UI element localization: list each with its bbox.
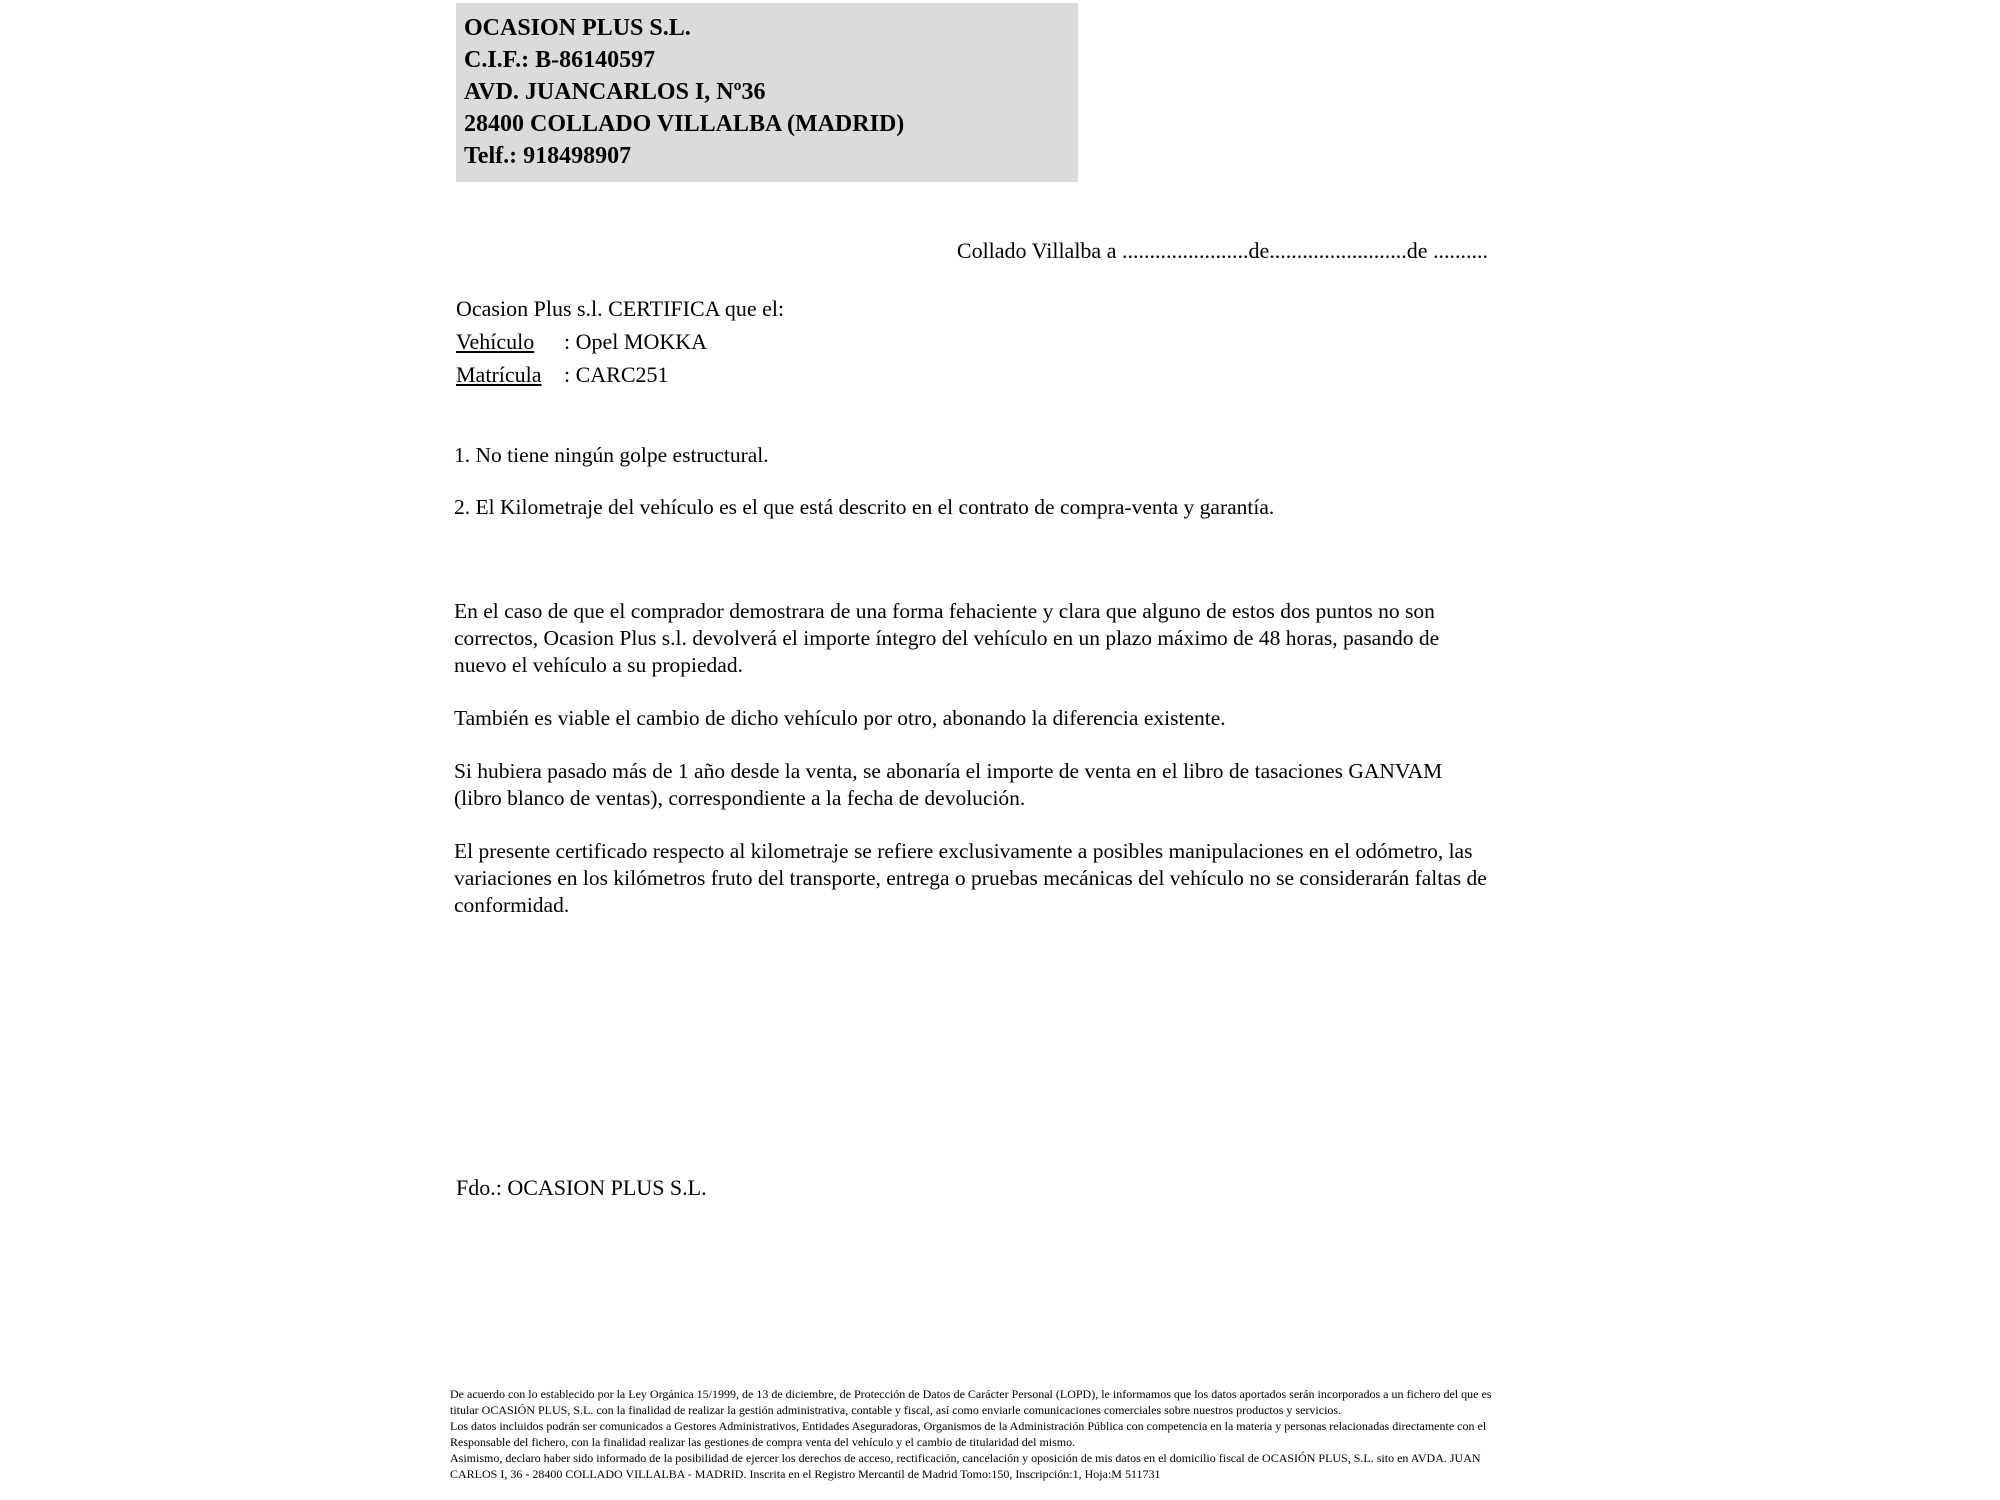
body-paragraphs [454, 598, 1490, 945]
footer-paragraph-data-sharing: Los datos incluidos podrán ser comunicados a Gestores Administrativos, Entidades Aseguradoras, Organismos de la Administración Pública con competencia en la materia y personas relacionadas directamente con el Responsable del fichero, con la finalidad realizar las gestiones de compra venta del vehículo y el cambio de titularidad del mismo. [450, 1419, 1487, 1449]
certify-intro: Ocasion Plus s.l. CERTIFICA que el: [456, 296, 785, 321]
vehicle-value: : Opel MOKKA [564, 329, 707, 354]
legal-footer [450, 1386, 1496, 1482]
company-city: 28400 COLLADO VILLALBA (MADRID) [464, 111, 905, 137]
vehicle-row [456, 325, 784, 358]
signature-line: Fdo.: OCASION PLUS S.L. [456, 1175, 707, 1200]
date-line: Collado Villalba a .......................de.........................de .......... [956, 238, 1488, 263]
company-cif: C.I.F.: B-86140597 [464, 47, 656, 73]
plate-value: : CARC251 [564, 362, 669, 387]
footer-paragraph-lopd: De acuerdo con lo establecido por la Ley Orgánica 15/1999, de 13 de diciembre, de Protección de Datos de Carácter Personal (LOPD), le informamos que los datos aportados serán incorporados a un fichero del que es titular OCASIÓN PLUS, S.L. con la finalidad de realizar la gestión administrativa, contable y fiscal, así como enviarle comunicaciones comerciales sobre nuestros productos y servicios. [450, 1387, 1492, 1417]
points-block [454, 442, 1490, 546]
company-header-box [456, 3, 1078, 182]
point-1: 1. No tiene ningún golpe estructural. [454, 443, 769, 467]
paragraph-refund: En el caso de que el comprador demostrara de una forma fehaciente y clara que alguno de estos dos puntos no son correctos, Ocasion Plus s.l. devolverá el importe íntegro del vehículo en un plazo máximo de 48 horas, pasando de nuevo el vehículo a su propiedad. [454, 599, 1440, 677]
vehicle-label: Vehículo [456, 329, 535, 354]
company-address: AVD. JUANCARLOS I, Nº36 [464, 79, 766, 105]
certify-block [456, 292, 784, 391]
plate-label: Matrícula [456, 362, 542, 387]
footer-paragraph-rights: Asimismo, declaro haber sido informado de la posibilidad de ejercer los derechos de acceso, rectificación, cancelación y oposición de mis datos en el domicilio fiscal de OCASIÓN PLUS, S.L. sito en AVDA. JUAN CARLOS I, 36 - 28400 COLLADO VILLALBA - MADRID. Inscrita en el Registro Mercantil de Madrid Tomo:150, Inscripción:1, Hoja:M 511731 [450, 1451, 1481, 1481]
company-name: OCASION PLUS S.L. [464, 15, 691, 41]
company-phone: Telf.: 918498907 [464, 143, 632, 169]
plate-row [456, 358, 784, 391]
point-2: 2. El Kilometraje del vehículo es el que está descrito en el contrato de compra-venta y garantía. [454, 495, 1275, 519]
paragraph-exchange: También es viable el cambio de dicho vehículo por otro, abonando la diferencia existente. [454, 706, 1226, 730]
paragraph-ganvam: Si hubiera pasado más de 1 año desde la venta, se abonaría el importe de venta en el libro de tasaciones GANVAM (libro blanco de ventas), correspondiente a la fecha de devolución. [454, 759, 1443, 810]
paragraph-odometer: El presente certificado respecto al kilometraje se refiere exclusivamente a posibles manipulaciones en el odómetro, las variaciones en los kilómetros fruto del transporte, entrega o pruebas mecánicas del vehículo no se considerarán faltas de conformidad. [454, 839, 1487, 917]
